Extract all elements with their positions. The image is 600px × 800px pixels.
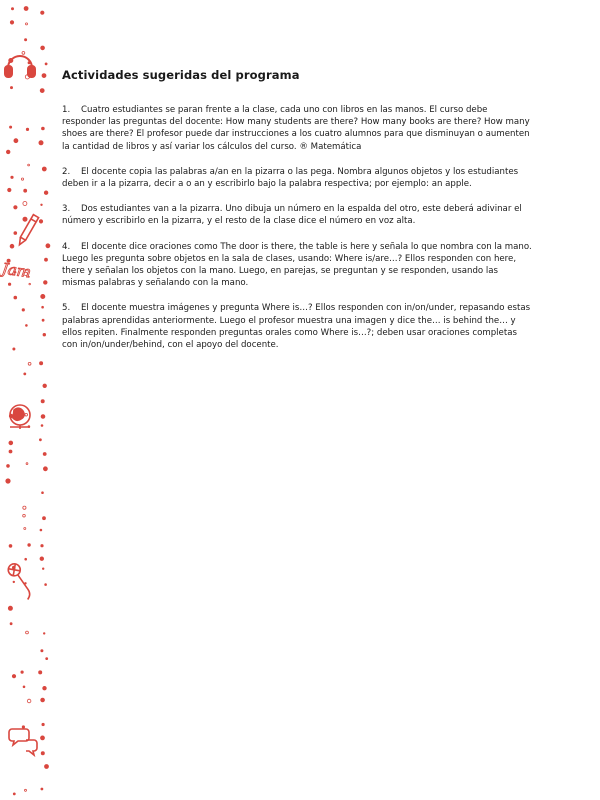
margin-dot <box>42 74 46 78</box>
margin-dot <box>28 544 31 547</box>
margin-dot <box>39 671 42 674</box>
document-content <box>62 68 532 364</box>
activity-paragraph <box>62 253 532 290</box>
margin-dot <box>27 699 31 703</box>
margin-dot <box>8 606 12 610</box>
margin-dot <box>21 671 23 673</box>
activity-paragraph <box>62 203 532 227</box>
activity-text: Dos estudiantes van a la pizarra. Uno dibuja un número en la espalda del otro, este deberá adivinar el número y escribirlo en la pizarra, y el resto de la clase dice el número en voz alta. <box>62 204 522 227</box>
activity-item <box>62 203 532 227</box>
margin-dot <box>45 258 48 261</box>
margin-dot <box>26 463 28 465</box>
activity-number: 4. <box>62 241 71 252</box>
speech-bubbles-icon <box>9 729 37 755</box>
margin-dot <box>14 206 17 209</box>
margin-dot <box>43 453 46 456</box>
activity-paragraph <box>62 104 532 153</box>
margin-dot <box>42 568 44 570</box>
margin-dot <box>13 793 15 795</box>
activity-item <box>62 302 532 351</box>
margin-dot <box>44 281 48 285</box>
margin-dot <box>24 7 28 11</box>
margin-dot <box>23 514 26 517</box>
activity-text: El docente dice oraciones como The door is there, the table is here y señala lo que nombra con la mano. <box>81 241 532 252</box>
margin-dot <box>43 384 47 388</box>
margin-dot <box>41 11 44 14</box>
margin-dot <box>10 244 14 248</box>
margin-dot <box>42 492 44 494</box>
margin-dot <box>42 723 44 725</box>
margin-dot <box>26 23 28 25</box>
activities-list <box>62 104 532 351</box>
margin-dot <box>41 650 43 652</box>
margin-dot <box>13 581 15 583</box>
margin-dot <box>10 87 12 89</box>
margin-dot <box>22 52 25 55</box>
margin-dot <box>28 164 30 166</box>
margin-dot <box>43 633 45 635</box>
margin-dot <box>43 467 47 471</box>
margin-decoration <box>0 0 60 800</box>
margin-dot <box>7 465 10 468</box>
activity-number: 5. <box>62 303 71 314</box>
margin-dot <box>10 21 13 24</box>
margin-dot <box>25 558 27 560</box>
margin-dot <box>41 294 45 298</box>
margin-dot <box>22 309 24 311</box>
activity-paragraph <box>62 166 532 190</box>
margin-dot <box>10 126 12 128</box>
margin-dot <box>21 178 23 180</box>
margin-dot <box>28 362 31 365</box>
margin-dot <box>42 127 45 130</box>
activity-item <box>62 104 532 153</box>
margin-dot <box>45 765 49 769</box>
margin-dot <box>10 623 12 625</box>
margin-dot <box>41 788 43 790</box>
activity-text: El docente muestra imágenes y pregunta Where is…? Ellos responden con in/on/under, repasando estas palabras aprendidas anteriormente. Luego el profesor muestra una imagen y dice the… is behind the… y ellos repiten. Finalmente responden preguntas orales como Where is…?; deben usar oraciones completas con in/on/under/behind, con el apoyo del docente. <box>62 303 531 351</box>
margin-dot <box>26 631 29 634</box>
margin-dot <box>46 658 48 660</box>
margin-dot <box>26 128 28 130</box>
margin-dot <box>39 439 41 441</box>
margin-dot <box>11 176 13 178</box>
margin-dot <box>43 686 47 690</box>
pencil-icon <box>17 215 39 247</box>
margin-dot <box>23 686 25 688</box>
margin-dot <box>9 545 12 548</box>
margin-dot <box>29 283 31 285</box>
margin-dot <box>25 39 27 41</box>
margin-dot <box>40 362 43 365</box>
activity-text: Cuatro estudiantes se paran frente a la clase, cada uno con libros en las manos. El curso debe responder las preguntas del docente: How many students are there? How many books are there? How many shoes are there? El profesor puede dar instrucciones a los cuatro alumnos para que disminuyan o aumenten la cantidad de libros y así variar los cálculos del curso. ® Matemática <box>62 105 530 152</box>
handwriting-jam: Jam <box>0 259 33 282</box>
activity-paragraph <box>62 241 532 253</box>
margin-dot <box>22 726 24 728</box>
margin-dot <box>40 529 42 531</box>
margin-dot <box>14 296 17 299</box>
margin-dots <box>6 7 50 795</box>
margin-dot <box>6 479 10 483</box>
margin-dot <box>6 150 10 154</box>
activity-item <box>62 241 532 290</box>
margin-dot <box>39 141 43 145</box>
page-title: Actividades sugeridas del programa <box>62 68 300 82</box>
globe-icon <box>10 405 30 429</box>
margin-dot <box>12 675 15 678</box>
margin-dot <box>41 46 45 50</box>
margin-dot <box>8 283 10 285</box>
margin-dot <box>39 220 42 223</box>
margin-dot <box>41 204 43 206</box>
margin-dot <box>40 557 44 561</box>
margin-dot <box>13 348 15 350</box>
activity-number: 1. <box>62 105 71 115</box>
margin-dot <box>24 528 26 530</box>
margin-dot <box>23 202 27 206</box>
margin-dot <box>24 373 26 375</box>
activity-text: El docente copia las palabras a/an en la pizarra o las pega. Nombra algunos objetos y los estudiantes deben ir a la pizarra, decir a o an y escribirlo bajo la palabra respectiva; por ejemplo: an apple. <box>62 166 519 190</box>
margin-dot <box>26 325 28 327</box>
margin-dot <box>46 244 50 248</box>
activity-number: 2. <box>62 166 71 177</box>
microphone-icon <box>6 561 38 599</box>
margin-dot <box>41 415 45 419</box>
margin-dot <box>43 517 46 520</box>
margin-dot <box>9 450 12 453</box>
activity-number: 3. <box>62 204 71 215</box>
margin-dot <box>25 413 28 416</box>
margin-dot <box>41 425 43 427</box>
margin-dot <box>45 584 47 586</box>
margin-dot <box>25 789 27 791</box>
margin-dot <box>11 8 13 10</box>
margin-dot <box>45 63 47 65</box>
margin-dot <box>24 189 27 192</box>
margin-dot <box>44 191 48 195</box>
margin-dot <box>41 752 44 755</box>
margin-dot <box>40 89 44 93</box>
margin-dot <box>41 400 44 403</box>
margin-dot <box>41 545 43 547</box>
margin-dot <box>23 506 26 509</box>
margin-dot <box>14 232 17 235</box>
margin-dot <box>9 441 13 445</box>
margin-dot <box>43 333 46 336</box>
activity-text: Luego les pregunta sobre objetos en la sala de clases, usando: Where is/are…? Ellos responden con here, there y señalan los objetos con la mano. Luego, en parejas, se preguntan y se responden, usando las mismas palabras y señalando con la mano. <box>62 253 517 289</box>
margin-dot <box>8 188 11 191</box>
activity-item <box>62 166 532 190</box>
margin-dot <box>14 139 18 143</box>
margin-dot <box>42 167 46 171</box>
margin-dot <box>41 698 45 702</box>
margin-dot <box>23 217 27 221</box>
activity-paragraph <box>62 302 532 351</box>
margin-dot <box>41 736 45 740</box>
margin-dot <box>42 319 44 321</box>
margin-dot <box>42 306 44 308</box>
